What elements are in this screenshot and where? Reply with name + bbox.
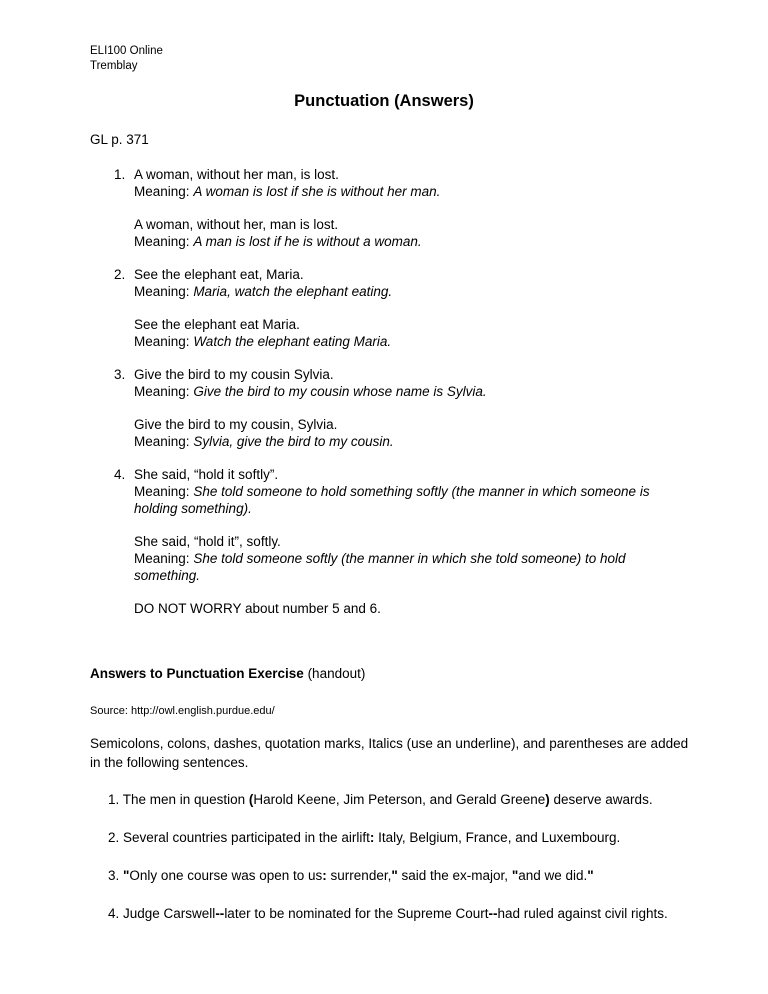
list-item	[134, 166, 694, 200]
example-sentence: See the elephant eat, Maria.	[134, 267, 304, 282]
author-name: Tremblay	[90, 60, 138, 72]
course-name: ELI100 Online	[90, 45, 163, 57]
meaning-label: Meaning:	[134, 284, 190, 299]
meaning-text: A woman is lost if she is without her man.	[193, 184, 441, 199]
meaning-line	[134, 433, 694, 450]
section-heading-rest: (handout)	[303, 666, 366, 681]
meaning-text: Maria, watch the elephant eating.	[193, 284, 393, 299]
note: DO NOT WORRY about number 5 and 6.	[134, 601, 381, 616]
meaning-line	[134, 333, 694, 350]
exercise-4: 4. Judge Carswell--later to be nominated for the Supreme Court--had ruled against civil rights.	[108, 906, 668, 921]
meaning-line	[134, 550, 694, 584]
list-item	[134, 316, 694, 350]
meaning-text: Watch the elephant eating Maria.	[193, 334, 392, 349]
example-sentence: Give the bird to my cousin, Sylvia.	[134, 417, 338, 432]
intro-paragraph: Semicolons, colons, dashes, quotation marks, Italics (use an underline), and parentheses are added in the following sentences.	[90, 736, 689, 770]
meaning-text: She told someone softly (the manner in which she told someone) to hold something.	[134, 551, 626, 583]
page-reference: GL p. 371	[90, 132, 149, 147]
example-sentence: See the elephant eat Maria.	[134, 317, 300, 332]
exercise-2: 2. Several countries participated in the airlift: Italy, Belgium, France, and Luxembourg.	[108, 830, 621, 845]
list-item	[134, 216, 694, 250]
list-item	[134, 533, 694, 584]
item-number: 3.	[114, 367, 126, 382]
list-item	[134, 416, 694, 450]
meaning-label: Meaning:	[134, 334, 190, 349]
meaning-line	[134, 483, 694, 517]
example-sentence: A woman, without her, man is lost.	[134, 217, 339, 232]
meaning-label: Meaning:	[134, 484, 190, 499]
exercise-3: 3. "Only one course was open to us: surrender," said the ex-major, "and we did."	[108, 868, 594, 883]
list-item	[134, 366, 694, 400]
meaning-line	[134, 383, 694, 400]
meaning-text: She told someone to hold something softly (the manner in which someone is holding something).	[134, 484, 650, 516]
item-number: 1.	[114, 167, 126, 182]
section-heading-bold: Answers to Punctuation Exercise	[90, 666, 304, 681]
exercise-1: 1. The men in question (Harold Keene, Jim Peterson, and Gerald Greene) deserve awards.	[108, 792, 653, 807]
meaning-line	[134, 183, 694, 200]
meaning-text: A man is lost if he is without a woman.	[193, 234, 422, 249]
meaning-line	[134, 283, 694, 300]
section-heading	[90, 666, 365, 681]
page-title: Punctuation (Answers)	[294, 92, 474, 110]
example-sentence: She said, “hold it softly”.	[134, 467, 279, 482]
meaning-label: Meaning:	[134, 234, 190, 249]
meaning-label: Meaning:	[134, 434, 190, 449]
page-header	[90, 44, 163, 74]
example-sentence: She said, “hold it”, softly.	[134, 534, 281, 549]
list-item	[134, 466, 694, 517]
meaning-line	[134, 233, 694, 250]
meaning-label: Meaning:	[134, 184, 190, 199]
meaning-label: Meaning:	[134, 384, 190, 399]
example-sentence: A woman, without her man, is lost.	[134, 167, 339, 182]
meaning-label: Meaning:	[134, 551, 190, 566]
meaning-text: Sylvia, give the bird to my cousin.	[193, 434, 394, 449]
meaning-text: Give the bird to my cousin whose name is Sylvia.	[193, 384, 487, 399]
source-line: Source: http://owl.english.purdue.edu/	[90, 705, 275, 717]
item-number: 2.	[114, 267, 126, 282]
example-sentence: Give the bird to my cousin Sylvia.	[134, 367, 334, 382]
list-item	[134, 266, 694, 300]
item-number: 4.	[114, 467, 126, 482]
